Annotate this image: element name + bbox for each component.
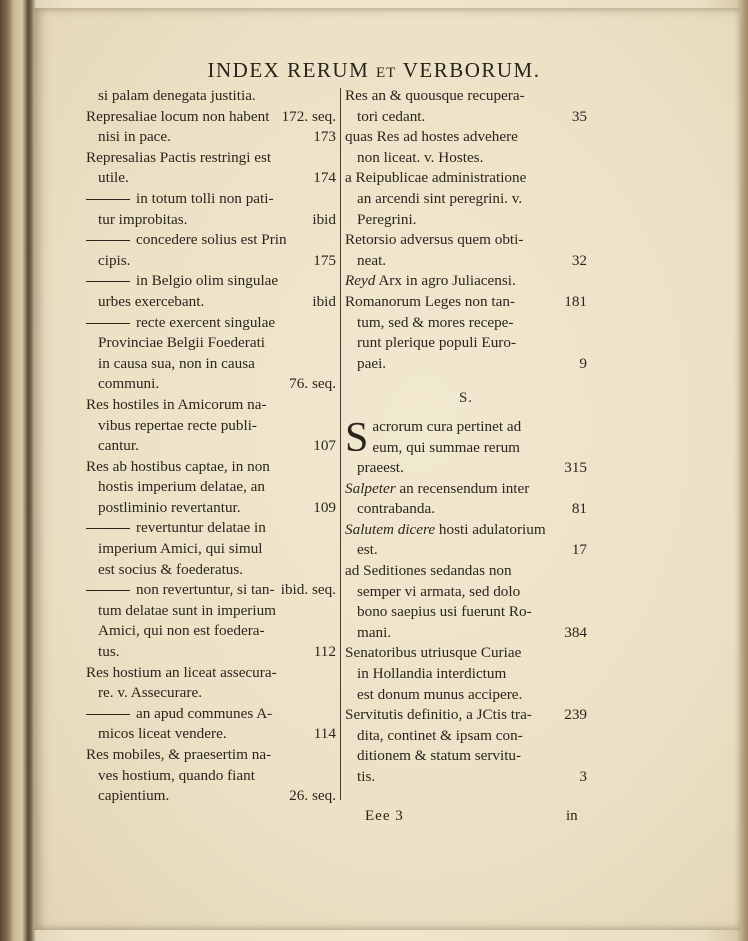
index-line [345, 271, 587, 292]
header-title-et: ET [376, 65, 397, 81]
index-line [345, 148, 587, 169]
index-line-text: nisi in pace. [98, 128, 171, 146]
page-header [0, 58, 748, 83]
ditto-dash [86, 590, 130, 591]
index-line [86, 189, 336, 210]
page-reference: 9 [579, 354, 587, 372]
index-line-text: Amici, qui non est foedera- [98, 622, 265, 640]
index-line [86, 457, 336, 478]
ditto-dash [86, 281, 130, 282]
index-line-text: Peregrini. [357, 210, 417, 228]
page-reference: 112 [313, 643, 336, 661]
index-line-text: Servitutis definitio, a JCtis tra- [345, 706, 532, 724]
index-line [86, 498, 336, 519]
page-reference: 384 [564, 623, 587, 641]
index-line-text: est. [357, 541, 378, 559]
index-line [345, 726, 587, 747]
index-line-text: revertuntur delatae in [136, 519, 266, 537]
index-line [345, 458, 587, 479]
index-line [86, 560, 336, 581]
index-line-text: Reyd Arx in agro Juliacensi. [345, 272, 516, 290]
index-line [86, 251, 336, 272]
index-line [345, 479, 587, 500]
page-reference: 172. seq. [281, 107, 336, 125]
index-line [345, 292, 587, 313]
index-line [86, 436, 336, 457]
index-line-text: bono saepius usi fuerunt Ro- [357, 603, 532, 621]
index-line-text: imperium Amici, qui simul [98, 540, 263, 558]
index-line-text: in Belgio olim singulae [136, 272, 279, 290]
index-line [345, 520, 587, 541]
index-line [345, 189, 587, 210]
index-line-text: tus. [98, 643, 120, 661]
index-line-text: est socius & foederatus. [98, 560, 244, 578]
page-reference: 315 [564, 459, 587, 477]
index-line [345, 438, 587, 459]
index-line [86, 313, 336, 334]
index-line [345, 705, 587, 726]
index-line-text: Romanorum Leges non tan- [345, 292, 515, 310]
index-line-text: Provinciae Belgii Foederati [98, 334, 266, 352]
index-line [86, 86, 336, 107]
index-line-text: est donum munus accipere. [357, 685, 523, 703]
index-line [345, 643, 587, 664]
index-line [86, 230, 336, 251]
right-entries-r [345, 86, 587, 374]
index-line [345, 251, 587, 272]
index-line-text: in Hollandia interdictum [357, 665, 507, 683]
page-reference: 35 [571, 107, 587, 125]
index-line [345, 499, 587, 520]
index-line-text: paei. [357, 354, 387, 372]
index-line-text: non liceat. v. Hostes. [357, 148, 484, 166]
page-reference: 17 [571, 541, 587, 559]
index-line [345, 540, 587, 561]
index-line [345, 168, 587, 189]
drop-cap: S [345, 414, 369, 461]
index-line [86, 148, 336, 169]
index-line-text: cipis. [98, 251, 131, 269]
index-line [86, 292, 336, 313]
index-line-text: semper vi armata, sed dolo [357, 582, 521, 600]
ditto-dash [86, 323, 130, 324]
index-line [86, 539, 336, 560]
catchword: in [566, 808, 578, 824]
index-line [345, 685, 587, 706]
index-line [86, 745, 336, 766]
index-line [86, 374, 336, 395]
index-line [345, 354, 587, 375]
index-line-text: mani. [357, 623, 392, 641]
index-line [86, 642, 336, 663]
index-line-text: utile. [98, 169, 129, 187]
index-line [345, 210, 587, 231]
index-line [86, 724, 336, 745]
index-line [345, 623, 587, 644]
index-line [86, 621, 336, 642]
index-line [86, 210, 336, 231]
index-line [345, 561, 587, 582]
page-reference: 174 [313, 169, 336, 187]
column-divider [340, 88, 341, 800]
page-reference: 3 [579, 768, 587, 785]
index-line-text: Res mobiles, & praesertim na- [86, 746, 272, 763]
page-reference: ibid. seq. [280, 581, 336, 599]
page-reference: ibid [312, 210, 336, 228]
index-line [86, 766, 336, 787]
index-line-text: urbes exercebant. [98, 292, 205, 310]
index-line [345, 582, 587, 603]
index-line [86, 663, 336, 684]
index-line-text: Res hostiles in Amicorum na- [86, 395, 267, 413]
index-line-text: hostis imperium delatae, an [98, 478, 266, 496]
page-reference: 239 [564, 706, 587, 724]
section-heading: S. [458, 390, 474, 407]
page-reference: 114 [313, 725, 336, 743]
index-line-text: Represaliae locum non habent [86, 107, 270, 125]
index-line [345, 333, 587, 354]
index-line [86, 127, 336, 148]
index-line-text: capientium. [98, 787, 170, 805]
index-line-text: re. v. Assecurare. [98, 684, 203, 702]
index-line-text: quas Res ad hostes advehere [345, 128, 518, 146]
index-line [86, 333, 336, 354]
index-line-text: Retorsio adversus quem obti- [345, 231, 524, 249]
index-line [86, 518, 336, 539]
index-line [345, 767, 587, 788]
index-line-text: ad Seditiones sedandas non [345, 562, 512, 580]
index-line-text: in causa sua, non in causa [98, 354, 255, 372]
index-line [86, 395, 336, 416]
index-line-text: acrorum cura pertinet ad [372, 417, 522, 435]
index-line-text: ves hostium, quando fiant [98, 766, 255, 784]
header-title-b: VERBORUM. [402, 58, 541, 82]
index-line-text: neat. [357, 251, 387, 269]
index-line-text: postliminio revertantur. [98, 498, 241, 516]
index-line-text: Salpeter an recensendum inter [345, 479, 530, 497]
index-line-text: vibus repertae recte publi- [98, 416, 257, 434]
index-line-text: an arcendi sint peregrini. v. [357, 189, 523, 207]
index-line-text: an apud communes A- [136, 704, 273, 722]
ditto-dash [86, 240, 130, 241]
ditto-dash [86, 714, 130, 715]
index-line-text: ditionem & statum servitu- [357, 747, 522, 765]
index-line-text: non revertuntur, si tan- [136, 581, 275, 599]
index-line-text: Res hostium an liceat assecura- [86, 663, 277, 681]
page-reference: 76. seq. [289, 375, 336, 393]
index-line-text: cantur. [98, 437, 139, 455]
index-line-text: Represalias Pactis restringi est [86, 148, 272, 166]
index-line-text: tur improbitas. [98, 210, 188, 228]
index-line-text: a Reipublicae administratione [345, 169, 527, 187]
index-line-text: tum delatae sunt in imperium [98, 601, 276, 619]
page-reference: ibid [312, 292, 336, 310]
index-line-text: si palam denegata justitia. [98, 87, 256, 104]
index-line-text: communi. [98, 375, 160, 393]
index-line [345, 86, 587, 107]
right-column [345, 86, 587, 788]
index-line [345, 107, 587, 128]
index-line-text: tis. [357, 768, 376, 785]
page-reference: 181 [564, 292, 587, 310]
ditto-dash [86, 199, 130, 200]
index-line-text: eum, qui summae rerum [372, 438, 520, 456]
index-line [345, 664, 587, 685]
index-line [86, 354, 336, 375]
page-reference: 175 [313, 251, 336, 269]
header-title-a: INDEX RERUM [207, 58, 370, 82]
index-line [345, 417, 587, 438]
index-line-text: dita, continet & ipsam con- [357, 726, 523, 744]
page-reference: 173 [313, 128, 336, 146]
index-line [345, 746, 587, 767]
page-reference: 26. seq. [289, 787, 336, 805]
left-column [86, 86, 336, 807]
index-line [86, 271, 336, 292]
index-line-text: contrabanda. [357, 500, 436, 518]
ditto-dash [86, 528, 130, 529]
index-line [86, 683, 336, 704]
page-reference: 107 [313, 437, 336, 455]
index-line-text: Res an & quousque recupera- [345, 87, 525, 104]
index-line-text: Salutem dicere hosti adulatorium [345, 520, 546, 538]
index-line [86, 704, 336, 725]
index-line [86, 786, 336, 807]
index-line [86, 416, 336, 437]
index-line [86, 601, 336, 622]
index-line [345, 313, 587, 334]
index-line-text: tori cedant. [357, 107, 426, 125]
index-line [345, 127, 587, 148]
page-reference: 109 [313, 498, 336, 516]
index-line-text: tum, sed & mores recepe- [357, 313, 514, 331]
index-line [86, 477, 336, 498]
index-line-text: concedere solius est Prin [136, 231, 287, 249]
index-line-text: in totum tolli non pati- [136, 189, 274, 207]
page-reference: 32 [571, 251, 587, 269]
index-line [345, 602, 587, 623]
index-line [345, 230, 587, 251]
index-line-text: recte exercent singulae [136, 313, 276, 331]
right-entries-s [345, 414, 587, 788]
signature-mark: Eee 3 [365, 808, 404, 824]
index-line-text: runt plerique populi Euro- [357, 334, 517, 352]
index-line [86, 168, 336, 189]
index-line-text: micos liceat vendere. [98, 725, 227, 743]
index-line-text: Senatoribus utriusque Curiae [345, 644, 522, 662]
index-line-text: praeest. [357, 459, 404, 477]
page-reference: 81 [571, 500, 587, 518]
index-line-text: Res ab hostibus captae, in non [86, 457, 270, 475]
